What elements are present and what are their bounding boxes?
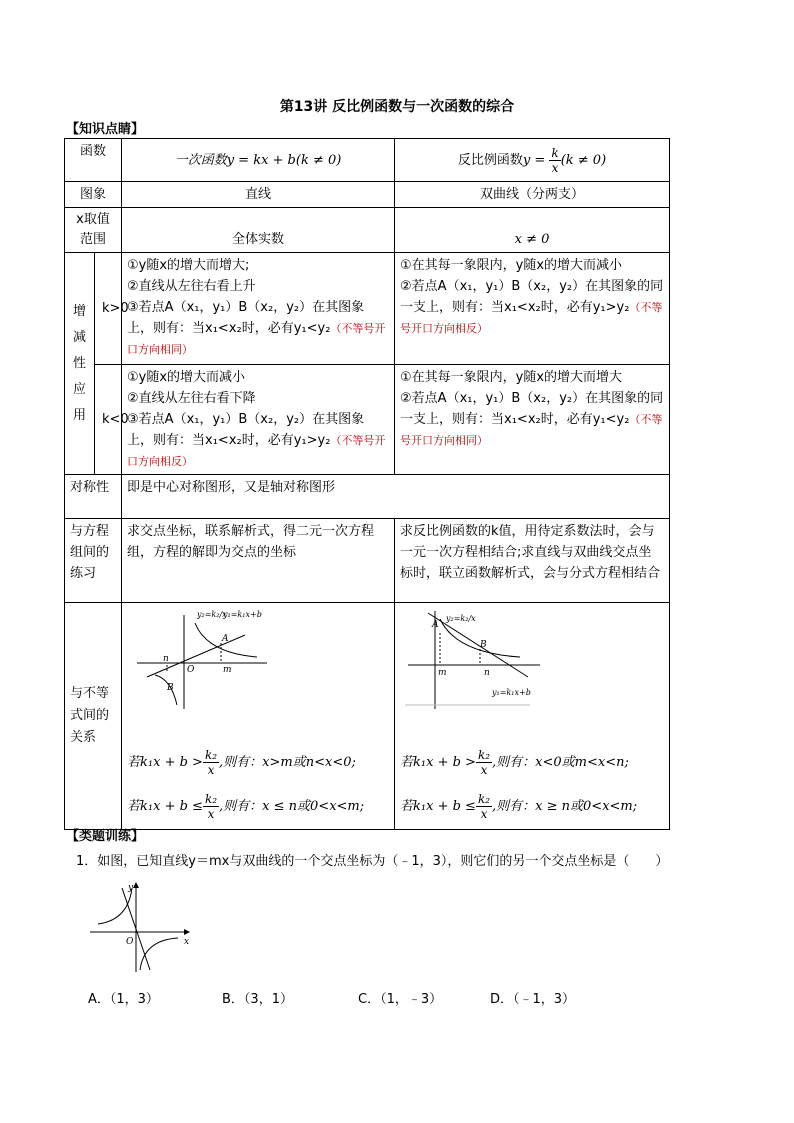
svg-text:y₁=k₁x+b: y₁=k₁x+b bbox=[492, 688, 531, 697]
inverse-fraction: $\frac{k}{x}$ bbox=[551, 145, 559, 175]
svg-text:A: A bbox=[432, 620, 439, 630]
linear-k-positive: ①y随x的增大而增大; ②直线从左往右看上升 ③若点A（x₁，y₁）B（x₂，y₂）在其图象上，则有：当x₁<x₂时，必有y₁<y₂（不等号开口方向相同） bbox=[122, 253, 395, 365]
row-label-inequalities: 与不等式间的关系 bbox=[65, 603, 122, 830]
svg-text:m: m bbox=[438, 668, 447, 678]
row-label-graph: 图象 bbox=[65, 182, 122, 208]
svg-text:O: O bbox=[187, 665, 195, 675]
linear-function-formula: 一次函数y = kx + b(k ≠ 0) bbox=[174, 152, 342, 168]
svg-text:y₁=k₁x+b: y₁=k₁x+b bbox=[223, 610, 262, 619]
section-heading-knowledge: 【知识点睛】 bbox=[66, 122, 145, 137]
svg-text:m: m bbox=[223, 665, 232, 675]
option-c[interactable]: C．（1，﹣3） bbox=[358, 992, 443, 1007]
svg-text:O: O bbox=[126, 937, 134, 947]
inequality-linear-gt: ,则有：x>m或n<x<0; bbox=[219, 755, 356, 770]
svg-text:n: n bbox=[163, 654, 169, 664]
label-k-negative: k<0 bbox=[95, 365, 122, 475]
svg-text:B: B bbox=[167, 683, 174, 693]
row-label-symmetry: 对称性 bbox=[65, 475, 122, 519]
page-title: 第13讲 反比例函数与一次函数的综合 bbox=[279, 99, 515, 115]
linear-graph-type: 直线 bbox=[122, 182, 395, 208]
symmetry-text: 即是中心对称图形，又是轴对称图形 bbox=[122, 475, 670, 519]
inverse-equations-text: 求反比例函数的k值，用待定系数法时，会与一元一次方程相结合;求直线与双曲线交点坐标时，联立函数解析式，会与分式方程相结合 bbox=[395, 519, 670, 603]
linear-equations-text: 求交点坐标，联系解析式，得二元一次方程组，方程的解即为交点的坐标 bbox=[122, 519, 395, 603]
graph-increasing-case bbox=[127, 605, 387, 715]
svg-text:n: n bbox=[484, 668, 490, 678]
svg-text:x: x bbox=[184, 937, 190, 947]
option-b[interactable]: B．（3，1） bbox=[222, 992, 293, 1007]
label-k-positive: k>0 bbox=[95, 253, 122, 365]
option-a[interactable]: A．（1，3） bbox=[88, 992, 159, 1007]
inequality-inverse-le: ,则有：x ≥ n或0<x<m; bbox=[492, 799, 638, 814]
option-d[interactable]: D．（﹣1，3） bbox=[490, 992, 576, 1007]
inequality-inverse-gt: ,则有：x<0或m<x<n; bbox=[492, 755, 629, 770]
inverse-domain: x ≠ 0 bbox=[514, 232, 550, 247]
row-label-equations: 与方程组间的练习 bbox=[65, 519, 122, 603]
svg-text:y₂=k₂/x: y₂=k₂/x bbox=[197, 610, 227, 619]
row-label-monotonicity: 增减性应用 bbox=[65, 253, 95, 475]
linear-k-negative: ①y随x的增大而减小 ②直线从左往右看下降 ③若点A（x₁，y₁）B（x₂，y₂）在其图象上，则有：当x₁<x₂时，必有y₁>y₂（不等号开口方向相反） bbox=[122, 365, 395, 475]
section-heading-practice: 【类题训练】 bbox=[66, 829, 145, 844]
svg-text:B: B bbox=[480, 640, 487, 650]
question-1: 1．如图，已知直线y＝mx与双曲线的一个交点坐标为（﹣1，3），则它们的另一个交点坐标是（ ） bbox=[76, 854, 669, 869]
inverse-k-positive: ①在其每一象限内，y随x的增大而减小 ②若点A（x₁，y₁）B（x₂，y₂）在其图象的同一支上，则有：当x₁<x₂时，必有y₁>y₂（不等号开口方向相反） bbox=[395, 253, 670, 365]
row-label-domain: x取值范围 bbox=[65, 208, 122, 253]
inverse-function-prefix: 反比例函数 bbox=[457, 152, 523, 168]
answer-options bbox=[88, 988, 688, 1007]
svg-text:y: y bbox=[128, 883, 134, 893]
svg-text:A: A bbox=[222, 634, 229, 644]
row-label-function: 函数 bbox=[65, 139, 122, 182]
inverse-k-negative: ①在其每一象限内，y随x的增大而增大 ②若点A（x₁，y₁）B（x₂，y₂）在其图象的同一支上，则有：当x₁<x₂时，必有y₁<y₂（不等号开口方向相同） bbox=[395, 365, 670, 475]
question-1-graph bbox=[88, 880, 198, 975]
knowledge-table: 函数 一次函数y = kx + b(k ≠ 0) 反比例函数y = $\frac{k}{x}$ (k ≠ 0) 图象 直线 双曲线（分两支） x取值范围 全体实数 x ≠ 0 增减性应用 k>0 ①y随x的增大而增大; ②直线从左往右看上升 ③若点A（x₁，y₁）B（x₂，y₂）在其图象上，则有：当x₁<x₂时，必有y₁<y₂（不等号开口方向相同） ①在其每一象限内，y随x的增大而减小 ②若点A（x₁，y₁）B（x₂，y₂）在其图象的同一支上，则有：当x₁<x₂时，必有y₁>y₂（不等号开口方向相反） k<0 ①y随x的增大而减小 ②直线从左往右看下降 ③若点A（x₁，y₁）B（x₂，y₂）在其图象上，则有：当x₁<x₂时，必有y₁>y₂（不等号开口方向相反） ①在其每一象限内，y随x的增大而增大 ②若点A（x₁，y₁）B（x₂，y₂）在其图象的同一支上，则有：当x₁<x₂时，必有y₁<y₂（不等号开口方向相同） 对称性 即是中心对称图形，又是轴对称图形 与方程组间的练习 求交点坐标，联系解析式，得二元一次方程组，方程的解即为交点的坐标 求反比例函数的k值，用待定系数法时，会与一元一次方程相结合;求直线与双曲线交点坐标时，联立函数解析式，会与分式方程相结合 与不等式间的关系 y₂=k₂/x y₁=k₁x+b A B n O m 若k₁x + b > $\frac{\text{k₂}}{x}$ ,则有：x>m或n<x<0; 若k₁x + b ≤ $\frac{\text{k₂}}{x}$ ,则有：x ≤ n或0<x<m; y₂=k₂/x y₁=k₁x+b A B m n 若k₁x + b > $\frac{\text{k₂}}{x}$ ,则有：x<0或m<x<n; 若k₁x + b ≤ $\frac{\text{k₂}}{x}$ ,则有：x ≥ n或0<x<m; bbox=[64, 138, 670, 830]
inverse-graph-type: 双曲线（分两支） bbox=[395, 182, 670, 208]
svg-text:y₂=k₂/x: y₂=k₂/x bbox=[446, 614, 476, 623]
inequality-linear-le: ,则有：x ≤ n或0<x<m; bbox=[219, 799, 365, 814]
graph-decreasing-case bbox=[400, 605, 665, 715]
linear-domain: 全体实数 bbox=[122, 208, 395, 253]
